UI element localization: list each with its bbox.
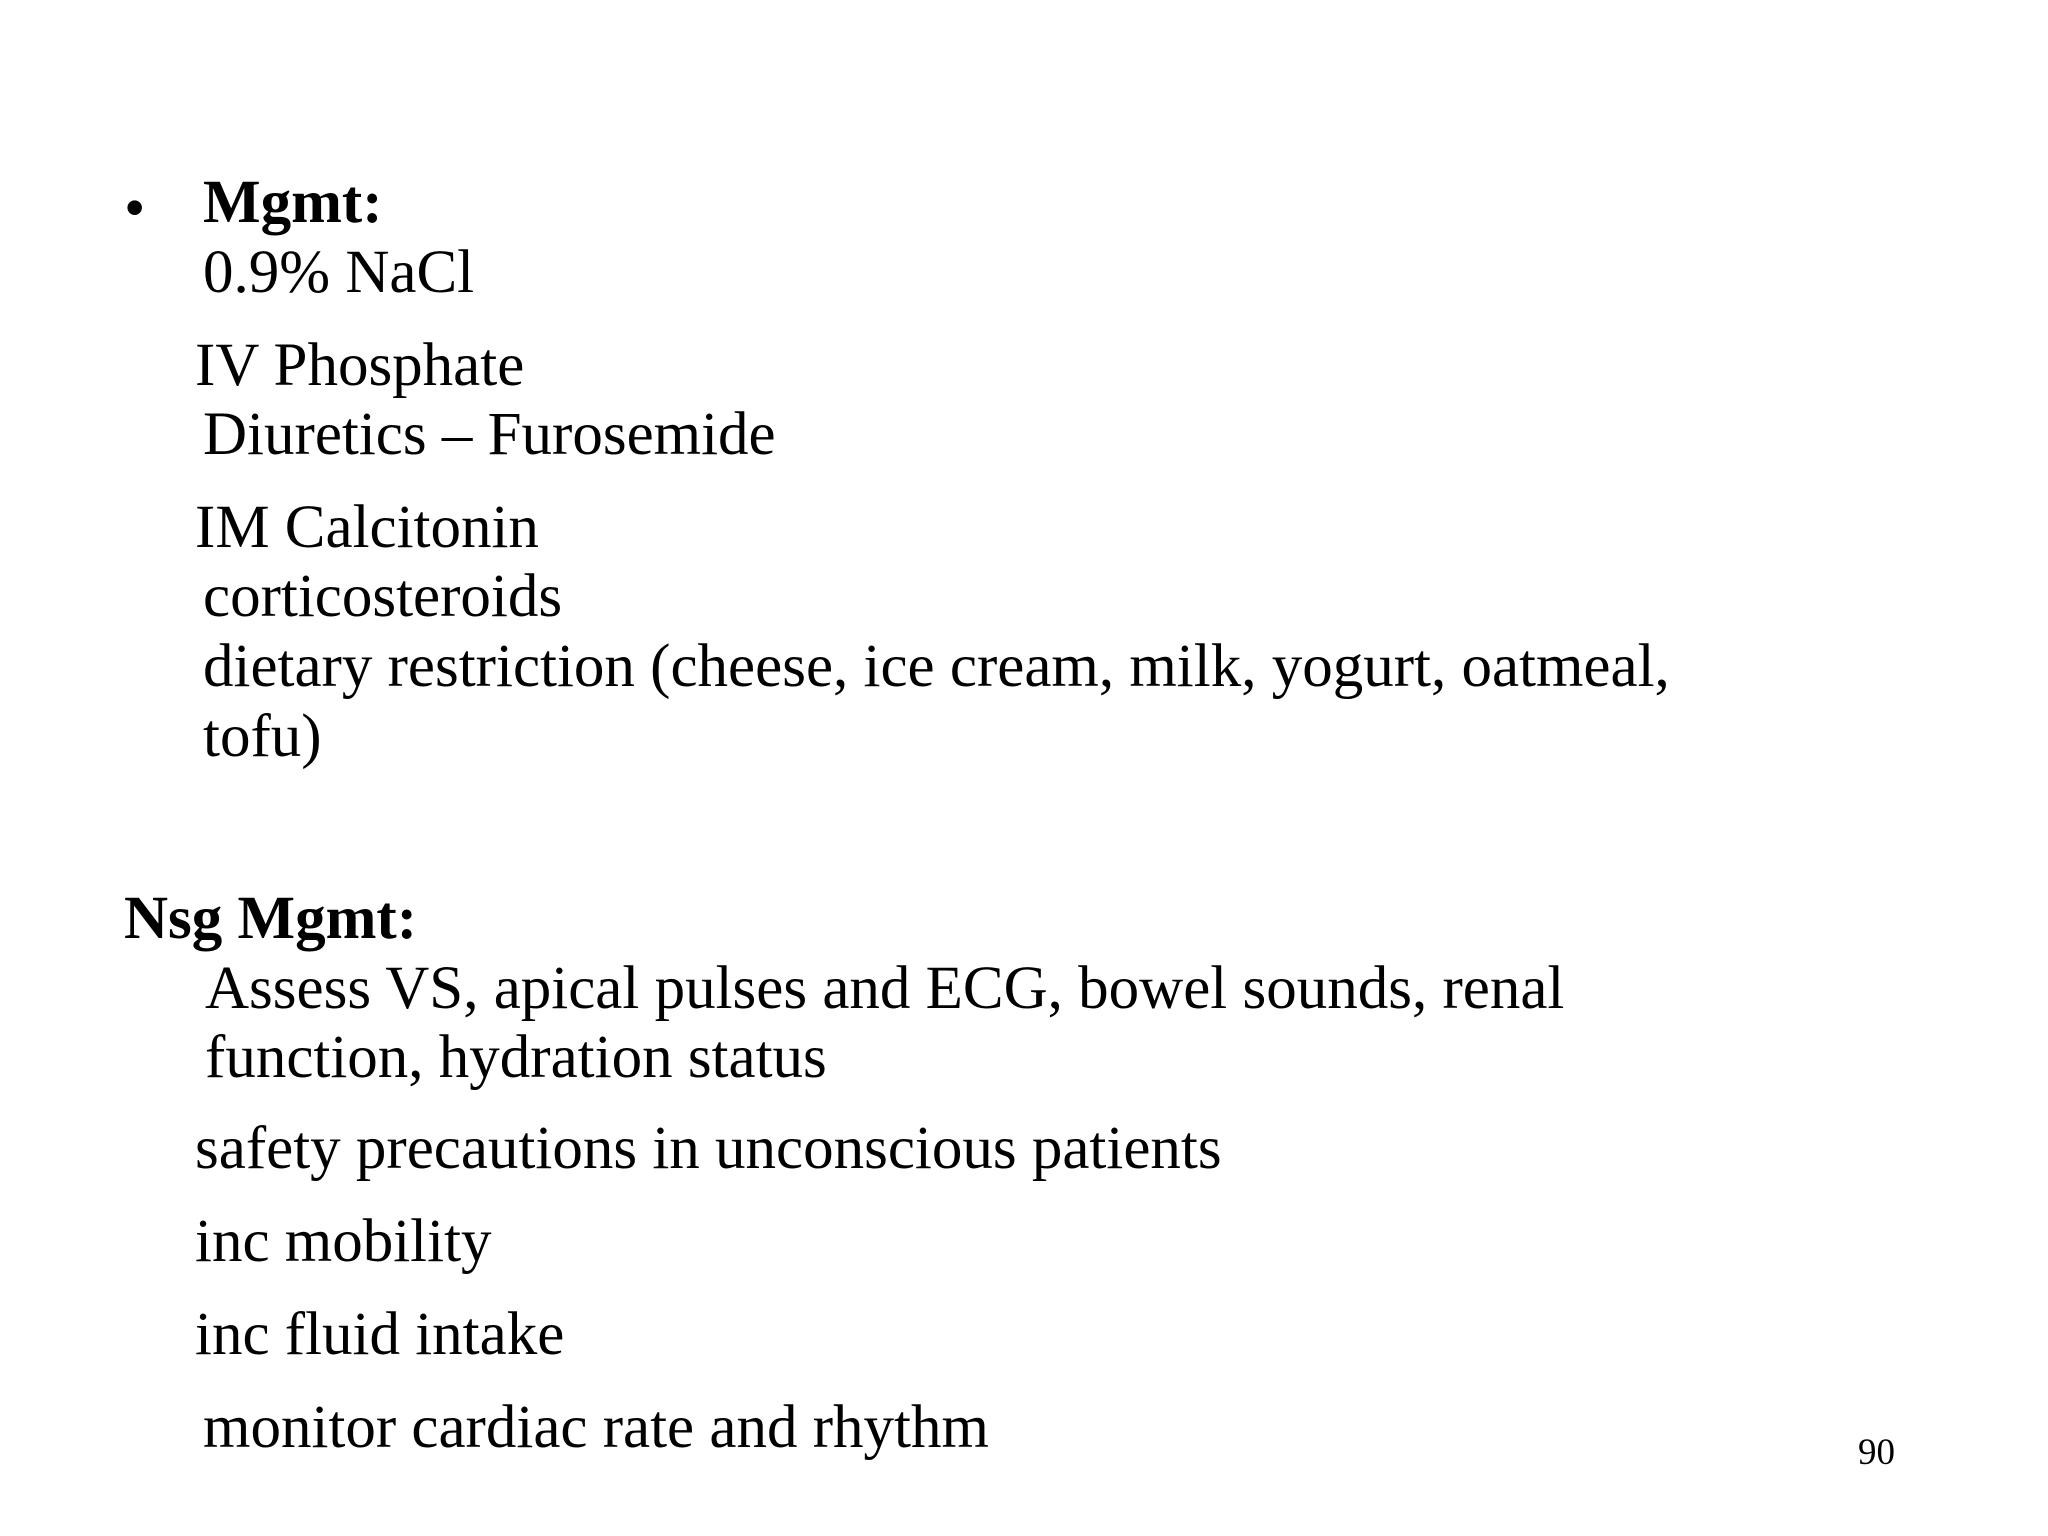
nsg-mgmt-item: monitor cardiac rate and rhythm — [203, 1394, 989, 1461]
mgmt-item: dietary restriction (cheese, ice cream, milk, yogurt, oatmeal, — [203, 633, 1670, 700]
mgmt-item: IV Phosphate — [195, 332, 525, 399]
nsg-mgmt-heading: Nsg Mgmt: — [124, 885, 418, 952]
mgmt-item: corticosteroids — [203, 563, 563, 630]
mgmt-item: IM Calcitonin — [195, 494, 539, 561]
bullet-marker: • — [124, 175, 146, 242]
mgmt-item: tofu) — [203, 703, 322, 770]
mgmt-heading: Mgmt: — [203, 169, 383, 236]
page-number: 90 — [1858, 1432, 1895, 1473]
mgmt-item: 0.9% NaCl — [203, 239, 475, 306]
nsg-mgmt-item: inc mobility — [195, 1208, 492, 1275]
mgmt-item: Diuretics – Furosemide — [203, 401, 776, 468]
nsg-mgmt-item: safety precautions in unconscious patients — [195, 1115, 1222, 1182]
nsg-mgmt-item: function, hydration status — [205, 1024, 827, 1091]
nsg-mgmt-item: Assess VS, apical pulses and ECG, bowel sounds, renal — [205, 955, 1565, 1022]
nsg-mgmt-item: inc fluid intake — [195, 1301, 565, 1368]
